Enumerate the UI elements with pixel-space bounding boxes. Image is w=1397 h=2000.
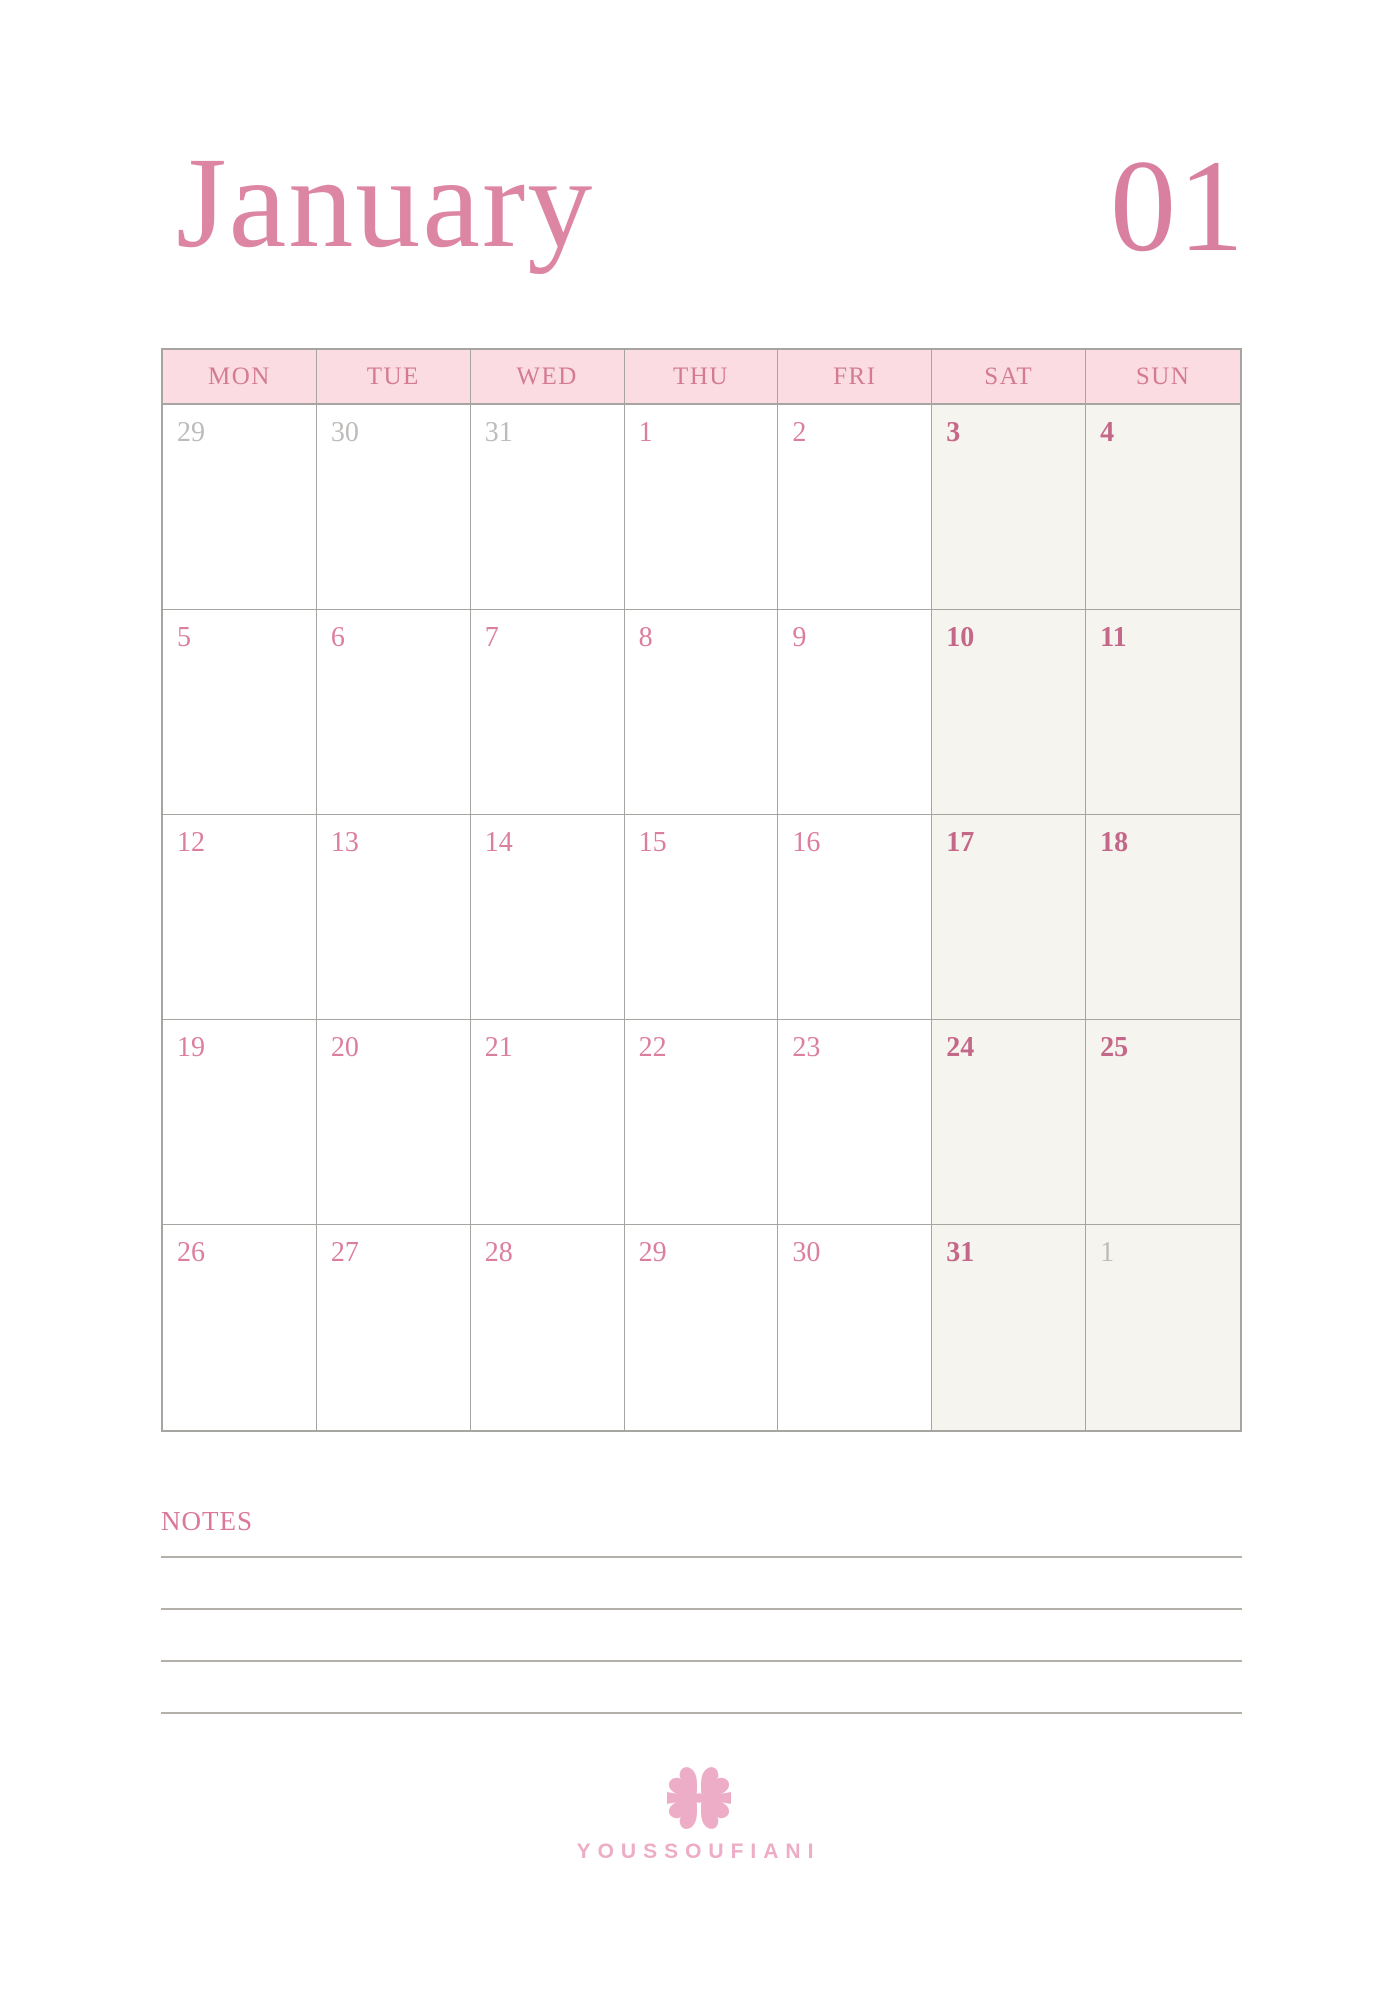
day-number: 3	[946, 417, 961, 448]
day-cell	[317, 1225, 471, 1430]
day-number: 29	[177, 417, 205, 448]
day-number: 1	[638, 417, 653, 448]
day-cell	[932, 815, 1086, 1020]
notes-line	[161, 1556, 1242, 1558]
day-cell	[778, 1225, 932, 1430]
day-cell	[625, 815, 779, 1020]
day-cell	[778, 405, 932, 610]
calendar-grid	[161, 348, 1242, 1432]
weekday-header-fri: FRI	[778, 350, 932, 405]
day-cell	[471, 610, 625, 815]
day-number: 15	[638, 827, 667, 858]
day-cell	[471, 1225, 625, 1430]
day-cell	[1086, 1020, 1240, 1225]
day-number: 21	[484, 1032, 513, 1063]
day-number: 4	[1100, 417, 1115, 448]
day-cell	[163, 405, 317, 610]
notes-line	[161, 1608, 1242, 1610]
day-number: 16	[792, 827, 821, 858]
day-cell	[1086, 815, 1240, 1020]
day-cell	[317, 610, 471, 815]
day-number: 2	[792, 417, 807, 448]
day-number: 30	[330, 417, 359, 448]
day-number: 18	[1100, 827, 1129, 858]
day-number: 5	[177, 622, 191, 653]
brand-footer	[0, 1766, 1397, 1864]
day-cell	[625, 610, 779, 815]
day-number: 14	[484, 827, 513, 858]
weekday-header-thu: THU	[625, 350, 779, 405]
day-number: 29	[638, 1237, 667, 1268]
day-cell	[1086, 1225, 1240, 1430]
brand-name: YOUSSOUFIANI	[576, 1840, 821, 1863]
day-number: 17	[946, 827, 975, 858]
weekday-header-tue: TUE	[317, 350, 471, 405]
day-cell	[317, 815, 471, 1020]
day-cell	[778, 815, 932, 1020]
day-cell	[163, 1225, 317, 1430]
day-cell	[471, 815, 625, 1020]
day-cell	[1086, 405, 1240, 610]
day-cell	[932, 1225, 1086, 1430]
day-number: 9	[792, 622, 807, 653]
four-petal-flower-icon	[664, 1766, 734, 1830]
day-number: 13	[330, 827, 359, 858]
day-number: 31	[484, 417, 513, 448]
weekday-header-sun: SUN	[1086, 350, 1240, 405]
day-cell	[471, 1020, 625, 1225]
day-number: 28	[484, 1237, 513, 1268]
day-cell	[932, 405, 1086, 610]
day-number: 20	[330, 1032, 359, 1063]
day-cell	[471, 405, 625, 610]
day-number: 10	[946, 622, 975, 653]
day-number: 6	[330, 622, 345, 653]
notes-line	[161, 1660, 1242, 1662]
day-number: 8	[638, 622, 653, 653]
day-number: 1	[1100, 1237, 1115, 1268]
day-number: 24	[946, 1032, 975, 1063]
day-cell	[778, 1020, 932, 1225]
month-title: January	[176, 131, 595, 275]
day-number: 30	[792, 1237, 821, 1268]
weekday-header-wed: WED	[471, 350, 625, 405]
day-cell	[317, 405, 471, 610]
day-number: 31	[946, 1237, 975, 1268]
day-cell	[163, 815, 317, 1020]
day-cell	[1086, 610, 1240, 815]
day-number: 11	[1100, 622, 1127, 653]
weekday-header-mon: MON	[163, 350, 317, 405]
day-cell	[163, 1020, 317, 1225]
day-cell	[317, 1020, 471, 1225]
month-number: 01	[1110, 132, 1246, 279]
day-number: 23	[792, 1032, 821, 1063]
day-cell	[625, 1020, 779, 1225]
day-number: 12	[177, 827, 205, 858]
day-cell	[778, 610, 932, 815]
day-number: 25	[1100, 1032, 1129, 1063]
day-cell	[932, 610, 1086, 815]
day-number: 19	[177, 1032, 205, 1063]
day-number: 22	[638, 1032, 667, 1063]
day-cell	[625, 1225, 779, 1430]
notes-label: NOTES	[161, 1506, 253, 1536]
day-number: 26	[177, 1237, 205, 1268]
day-cell	[625, 405, 779, 610]
day-number: 27	[330, 1237, 359, 1268]
day-cell	[163, 610, 317, 815]
weekday-header-sat: SAT	[932, 350, 1086, 405]
day-number: 7	[484, 622, 499, 653]
notes-line	[161, 1712, 1242, 1714]
day-cell	[932, 1020, 1086, 1225]
